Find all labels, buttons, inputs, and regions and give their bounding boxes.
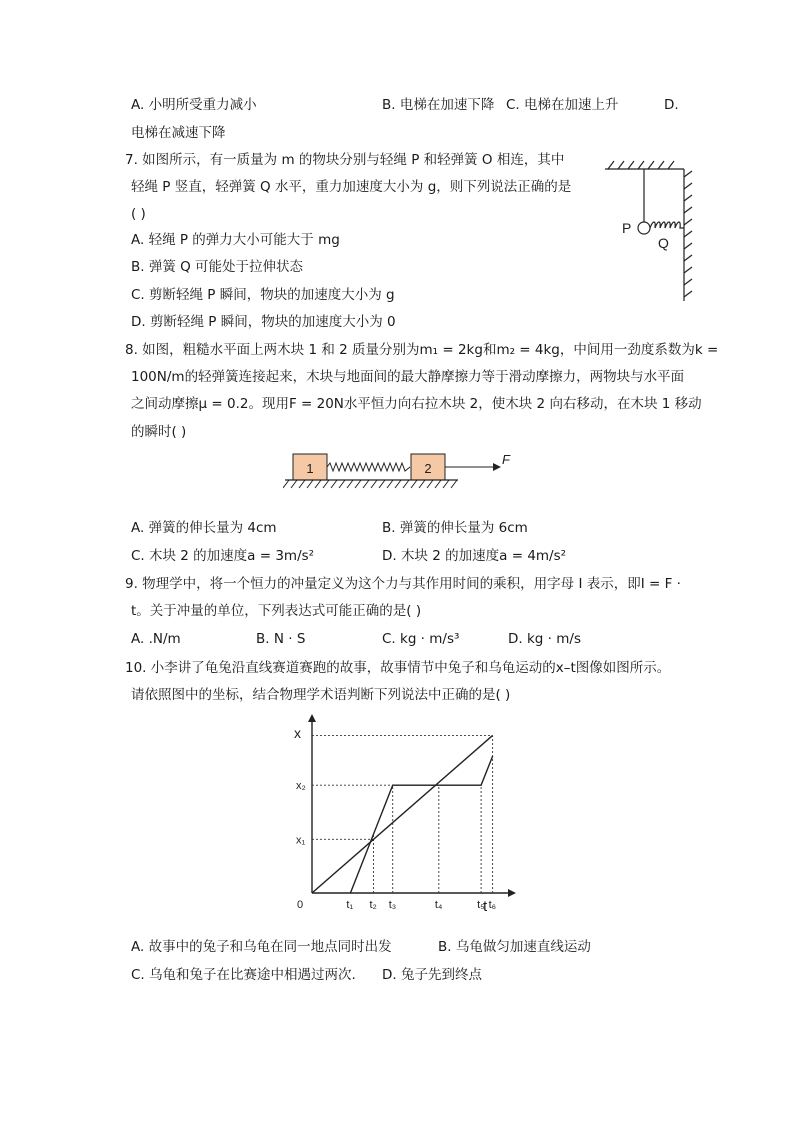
q8-option-d: D. 木块 2 的加速度a = 4m/s² — [382, 548, 567, 564]
q9-stem-line1: 9. 物理学中，将一个恒力的冲量定义为这个力与其作用时间的乘积，用字母 I 表示，即I = F · — [125, 576, 681, 592]
q6-option-c: C. 电梯在加速上升 — [506, 97, 619, 113]
block-1-label: 1 — [306, 461, 314, 476]
q10-option-c: C. 乌龟和兔子在比赛途中相遇过两次. — [131, 967, 356, 983]
y-axis-arrow — [308, 714, 316, 722]
series-lines — [312, 735, 493, 893]
q9-stem-line2: t。关于冲量的单位，下列表达式可能正确的是( ) — [131, 603, 422, 619]
q7-option-b: B. 弹簧 Q 可能处于拉伸状态 — [131, 259, 304, 275]
q6-option-d: D. — [664, 97, 679, 113]
y-tick-label: x₂ — [296, 780, 306, 793]
x-axis-label: t — [483, 898, 488, 915]
x-axis-arrow — [508, 889, 516, 897]
q8-option-a: A. 弹簧的伸长量为 4cm — [131, 520, 277, 536]
q9-option-c: C. kg · m/s³ — [382, 631, 460, 647]
label-p: P — [622, 220, 632, 236]
q7-stem-line2: 轻绳 P 竖直，轻弹簧 Q 水平，重力加速度大小为 g，则下列说法正确的是 — [131, 179, 572, 195]
q9-option-a: A. .N/m — [131, 631, 181, 647]
q7-option-d: D. 剪断轻绳 P 瞬间，物块的加速度大小为 0 — [131, 314, 396, 330]
x-tick-label: t₅ — [477, 899, 485, 911]
x-tick-label: t₄ — [434, 899, 443, 911]
q7-stem-line1: 7. 如图所示，有一质量为 m 的物块分别与轻绳 P 和轻弹簧 O 相连，其中 — [125, 152, 565, 168]
wall-hatching — [684, 171, 692, 297]
q8-stem-line2: 100N/m的轻弹簧连接起来，木块与地面间的最大静摩擦力等于滑动摩擦力，两物块与水平面 — [131, 369, 685, 385]
series-line-rabbit — [350, 756, 492, 893]
q7-option-c: C. 剪断轻绳 P 瞬间，物块的加速度大小为 g — [131, 287, 395, 303]
q6-option-d-cont: 电梯在减速下降 — [131, 125, 226, 141]
xt-chart — [280, 712, 520, 917]
y-tick-label: x₁ — [296, 834, 306, 847]
q8-stem-line1: 8. 如图，粗糙水平面上两木块 1 和 2 质量分别为m₁ = 2kg和m₂ = 4kg，中间用一劲度系数为k = — [125, 342, 719, 358]
x-tick-label: t₃ — [388, 899, 397, 911]
origin-label: 0 — [297, 899, 304, 911]
x-tick-label: t₂ — [369, 899, 377, 911]
ground-hatching — [283, 480, 457, 488]
q8-option-c: C. 木块 2 的加速度a = 3m/s² — [131, 548, 315, 564]
q10-stem-line1: 10. 小李讲了龟兔沿直线赛道赛跑的故事，故事情节中兔子和乌龟运动的x–t图像如图所示。 — [125, 660, 671, 676]
block-ball — [638, 222, 650, 234]
q8-figure — [283, 448, 523, 493]
q8-stem-line3: 之间动摩擦μ = 0.2。现用F = 20N水平恒力向右拉木块 2，使木块 2 向右移动，在木块 1 移动 — [131, 396, 702, 412]
tick-labels — [296, 780, 496, 911]
q8-option-b: B. 弹簧的伸长量为 6cm — [382, 520, 528, 536]
q9-option-b: B. N · S — [256, 631, 306, 647]
q8-stem-line4: 的瞬时( ) — [131, 424, 187, 440]
x-tick-label: t₁ — [346, 899, 354, 911]
q10-stem-line2: 请依照图中的坐标，结合物理学术语判断下列说法中正确的是( ) — [131, 687, 511, 703]
q7-stem-line3: ( ) — [131, 206, 146, 222]
ceiling-hatching — [608, 161, 674, 169]
label-q: Q — [658, 235, 669, 251]
force-label: F — [502, 452, 510, 467]
q6-option-a: A. 小明所受重力减小 — [131, 97, 257, 113]
q10-option-a: A. 故事中的兔子和乌龟在同一地点同时出发 — [131, 939, 392, 955]
y-axis-label: x — [294, 725, 301, 741]
q7-option-a: A. 轻绳 P 的弹力大小可能大于 mg — [131, 232, 340, 248]
block-2-label: 2 — [424, 461, 432, 476]
x-tick-label: t₆ — [488, 899, 497, 911]
q10-option-b: B. 乌龟做匀加速直线运动 — [438, 939, 591, 955]
force-arrow-head — [493, 463, 501, 471]
spring — [327, 463, 410, 471]
q6-option-b: B. 电梯在加速下降 — [382, 97, 495, 113]
series-line-tortoise — [312, 735, 493, 893]
q10-option-d: D. 兔子先到终点 — [382, 967, 482, 983]
q7-figure — [600, 155, 700, 305]
q9-option-d: D. kg · m/s — [508, 631, 581, 647]
spring-q — [650, 222, 684, 228]
